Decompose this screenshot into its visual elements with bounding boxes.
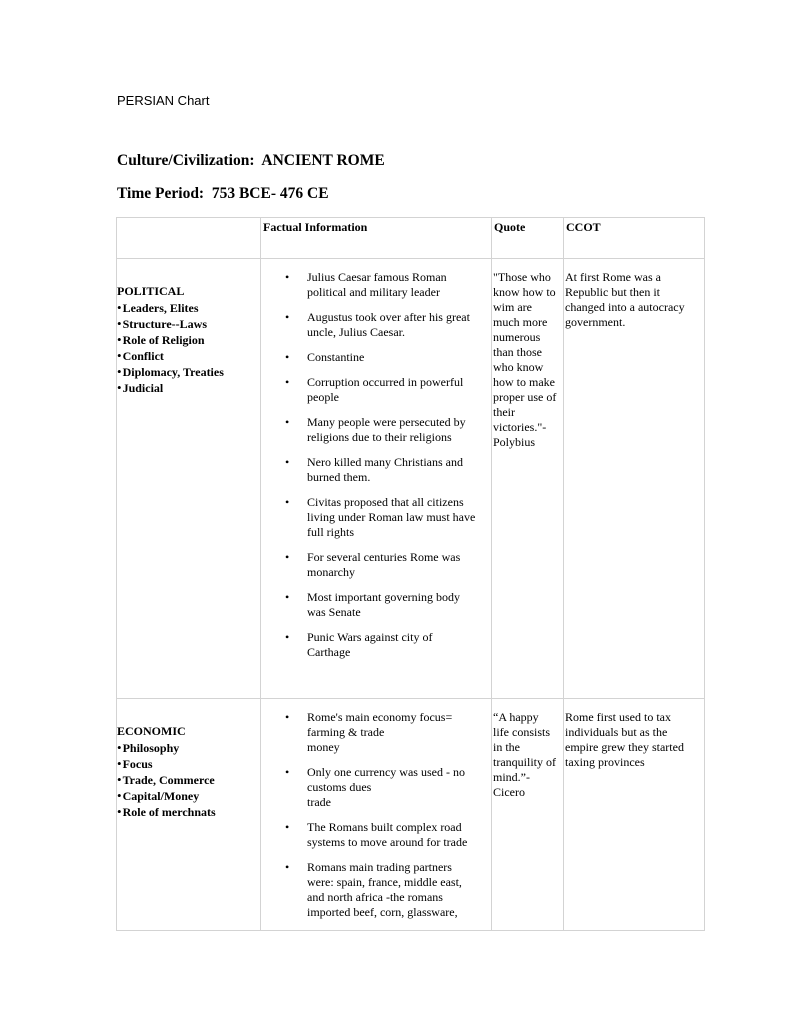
facts-cell — [261, 699, 492, 931]
quote-cell — [492, 259, 564, 699]
subcategory-item: • Trade, Commerce — [117, 772, 260, 788]
subcategory-item: • Philosophy — [117, 740, 260, 756]
subcategory-item: • Judicial — [117, 380, 260, 396]
table-row-political — [117, 259, 705, 699]
subcategory-list — [117, 300, 260, 396]
subcategory-item: • Role of Religion — [117, 332, 260, 348]
fact-item: • Civitas proposed that all citizens living under Roman law must have full rights — [307, 495, 491, 540]
persian-chart-table — [116, 217, 705, 931]
subcategory-item: • Diplomacy, Treaties — [117, 364, 260, 380]
quote-text: "Those who know how to wim are much more numerous than those who know how to make proper use of their victories."- Polybius — [493, 270, 557, 449]
subcategory-item: • Structure--Laws — [117, 316, 260, 332]
fact-item: • Romans main trading partners were: spain, france, middle east, and north africa -the romans imported beef, corn, glassware, — [307, 860, 491, 920]
fact-item: • Julius Caesar famous Roman political and military leader — [307, 270, 491, 300]
fact-item: • Augustus took over after his great uncle, Julius Caesar. — [307, 310, 491, 340]
fact-item: • The Romans built complex road systems to move around for trade — [307, 820, 491, 850]
fact-item: • Most important governing body was Senate — [307, 590, 491, 620]
fact-list — [261, 699, 491, 920]
table-header-row — [117, 218, 705, 259]
fact-item: • Rome's main economy focus= farming & trade money — [307, 710, 491, 755]
subcategory-item: • Role of merchnats — [117, 804, 260, 820]
subcategory-item: • Leaders, Elites — [117, 300, 260, 316]
fact-item: • Punic Wars against city of Carthage — [307, 630, 491, 660]
subcategory-item: • Focus — [117, 756, 260, 772]
fact-list — [261, 259, 491, 660]
facts-cell — [261, 259, 492, 699]
culture-heading: Culture/Civilization: ANCIENT ROME — [117, 152, 385, 169]
header-factual-information: Factual Information — [261, 218, 492, 259]
quote-text: “A happy life consists in the tranquility of mind.”- Cicero — [493, 710, 556, 799]
document-label: PERSIAN Chart — [117, 93, 210, 108]
fact-item: • For several centuries Rome was monarchy — [307, 550, 491, 580]
category-cell — [117, 259, 261, 699]
header-ccot: CCOT — [564, 218, 705, 259]
ccot-cell — [564, 259, 705, 699]
subcategory-item: • Conflict — [117, 348, 260, 364]
subcategory-list — [117, 740, 260, 820]
subcategory-item: • Capital/Money — [117, 788, 260, 804]
fact-item: • Corruption occurred in powerful people — [307, 375, 491, 405]
fact-item: • Many people were persecuted by religions due to their religions — [307, 415, 491, 445]
category-title: ECONOMIC — [117, 724, 186, 738]
period-heading: Time Period: 753 BCE- 476 CE — [117, 185, 329, 202]
ccot-cell — [564, 699, 705, 931]
header-category — [117, 218, 261, 259]
ccot-text: Rome first used to tax individuals but as the empire grew they started taxing provinces — [565, 710, 684, 769]
fact-item: • Nero killed many Christians and burned them. — [307, 455, 491, 485]
fact-item: • Only one currency was used - no customs dues trade — [307, 765, 491, 810]
header-quote: Quote — [492, 218, 564, 259]
ccot-text: At first Rome was a Republic but then it changed into a autocracy government. — [565, 270, 685, 329]
table-row-economic — [117, 699, 705, 931]
quote-cell — [492, 699, 564, 931]
fact-item: • Constantine — [307, 350, 491, 365]
category-title: POLITICAL — [117, 284, 185, 298]
category-cell — [117, 699, 261, 931]
